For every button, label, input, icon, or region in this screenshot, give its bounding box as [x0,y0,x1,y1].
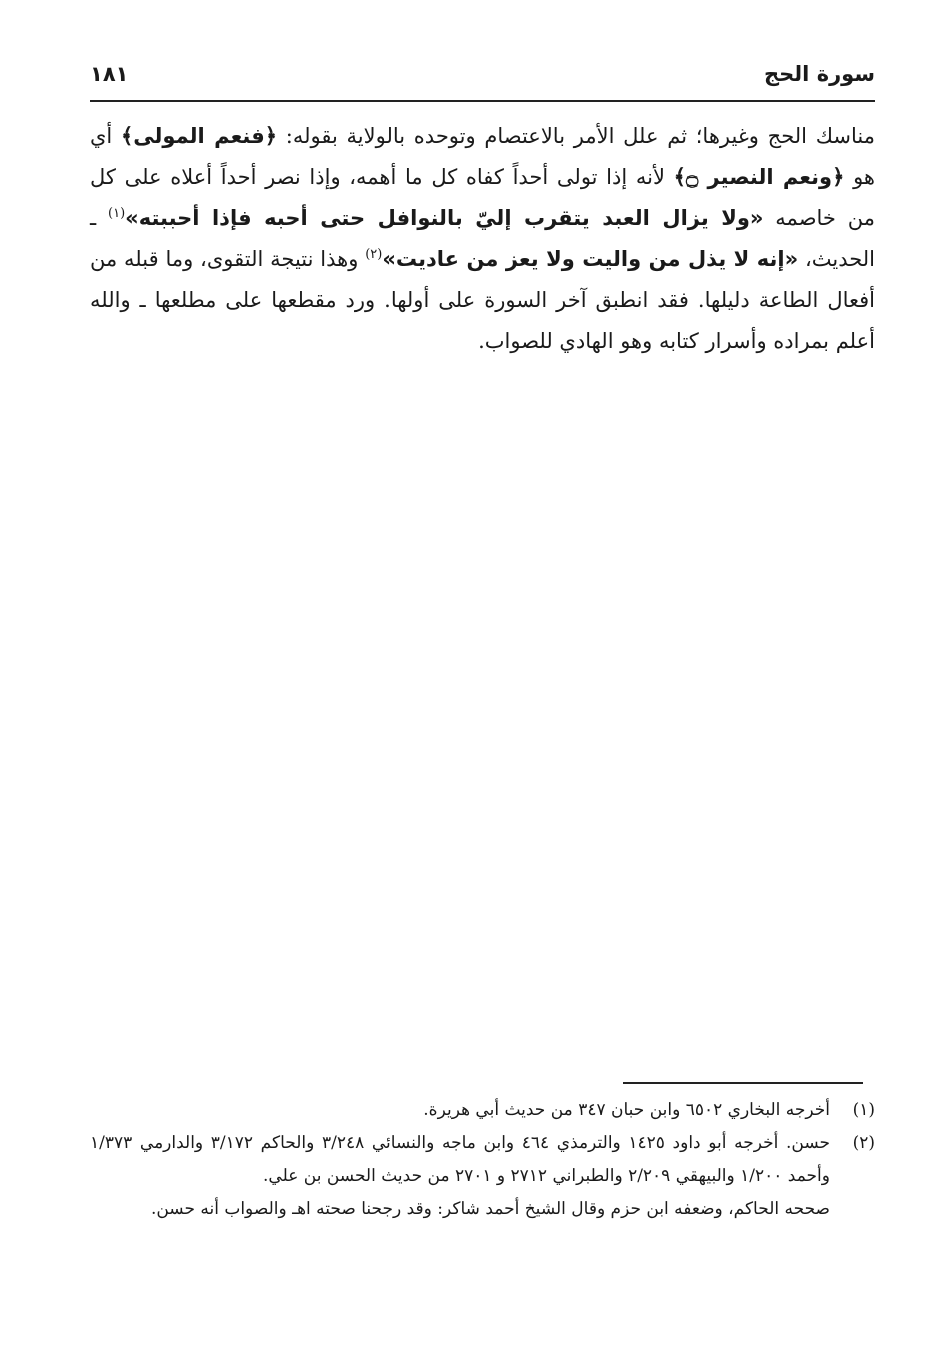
hadith-quote: «إنه لا يذل من واليت ولا يعز من عاديت» [382,247,799,271]
text-segment: لأنه إذا تولى أحداً كفاه كل ما أهمه، وإذا نصر أحداً أعلاه على كل من خاصمه [90,165,875,230]
main-text [90,116,875,362]
header-divider [90,100,875,102]
text-segment: ـ الحديث، [90,206,876,271]
footnote-number: (١) [852,1100,875,1120]
text-segment: أي هو [90,124,875,189]
hadith-quote: «ولا يزال العبد يتقرب إليّ بالنوافل حتى أحبه فإذا أحببته» [125,206,764,230]
text-segment: وهذا نتيجة التقوى، وما قبله من أفعال الطاعة دليلها. فقد انطبق آخر السورة على أولها. ورد مقطعها على مطلعها ـ والله أعلم بمراده وأسرار كتابه وهو الهادي للصواب. [90,247,875,353]
footnote-text: صححه الحاكم، وضعفه ابن حزم وقال الشيخ أحمد شاكر: وقد رجحنا صحته اهـ والصواب أنه حسن. [150,1199,830,1219]
surah-title: سورة الحج [764,62,875,86]
footnote-text: أخرجه البخاري ٦٥٠٢ وابن حبان ٣٤٧ من حديث أبي هريرة. [423,1100,830,1120]
quran-quote: ﴿فنعم المولى﴾ [120,124,278,148]
footnote-number: (٢) [852,1133,875,1153]
footnote-ref: (١) [108,206,126,221]
page-number: ١٨١ [90,62,129,86]
footnote-divider [623,1082,863,1084]
running-header [90,62,875,96]
quran-quote: ﴿ونعم النصير ۝﴾ [673,165,845,189]
footnote-item [90,1094,875,1127]
footnotes [90,1094,875,1226]
body-paragraph [90,116,875,362]
footnote-ref: (٢) [365,247,383,262]
footnote-item [90,1127,875,1226]
text-segment: مناسك الحج وغيرها؛ ثم علل الأمر بالاعتصام وتوحده بالولاية بقوله: [277,124,875,148]
footnote-text: حسن. أخرجه أبو داود ١٤٢٥ والترمذي ٤٦٤ وابن ماجه والنسائي ٣/٢٤٨ والحاكم ٣/١٧٢ والدارمي ١/٣٧٣ وأحمد ١/٢٠٠ والبيهقي ٢/٢٠٩ والطبراني ٢٧١٢ و ٢٧٠١ من حديث الحسن بن علي. [90,1133,830,1186]
